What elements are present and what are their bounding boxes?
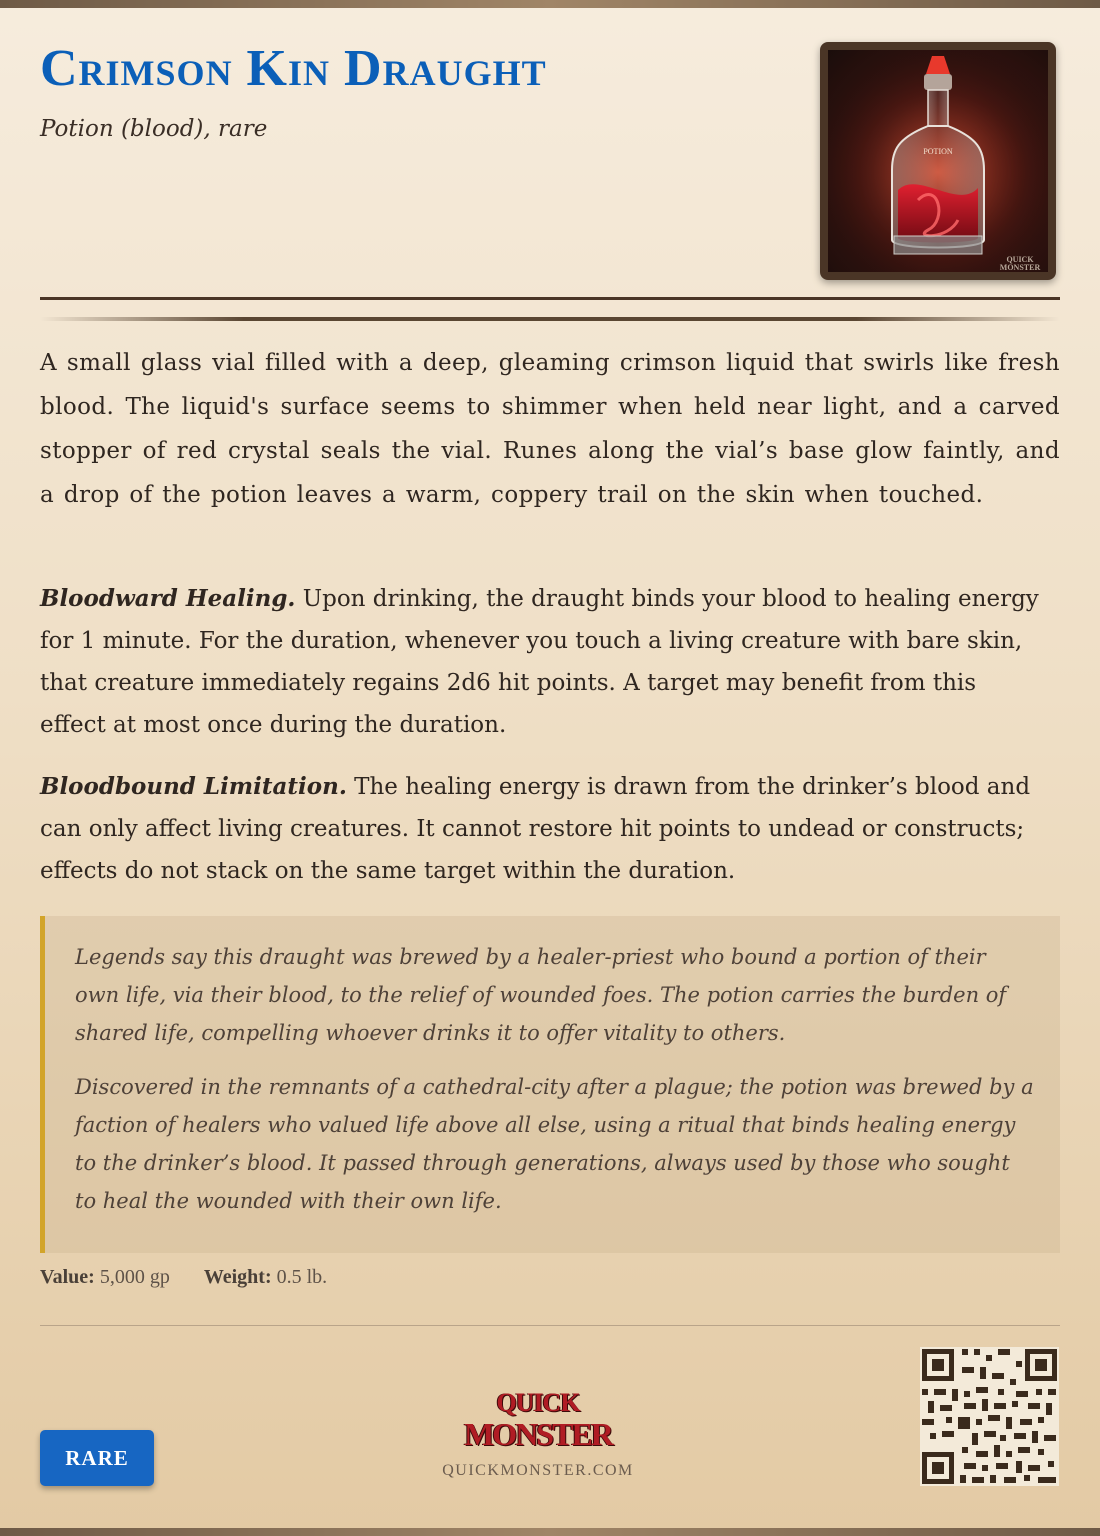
portrait-watermark-monster: MONSTER <box>999 263 1041 272</box>
ability-bloodbound-limitation <box>40 766 1040 892</box>
ability-bloodward-healing <box>40 578 1040 746</box>
header-rule-ornament <box>40 317 1060 321</box>
rarity-badge: RARE <box>40 1430 154 1486</box>
ability-text: The healing energy is drawn from the drinker’s blood and can only affect living creatures. It cannot restore hit points to undead or constructs; effects do not stack on the same target within the duration. <box>40 774 1031 884</box>
portrait-bottle-label: POTION <box>923 147 953 156</box>
lore-paragraph: Discovered in the remnants of a cathedral-city after a plague; the potion was brewed by a faction of healers who valued life above all else, using a ritual that binds healing energy to the drinker’s blood. It passed through generations, always used by those who sought to heal the wounded with their own life. <box>75 1075 1034 1213</box>
item-description <box>40 341 1060 517</box>
blood-potion-vial-image <box>820 42 1056 280</box>
logo-line-monster: MONSTER <box>464 1416 612 1452</box>
lore-paragraph: Legends say this draught was brewed by a healer-priest who bound a portion of their own life, via their blood, to the relief of wounded foes. The potion carries the burden of shared life, compelling whoever drinks it to offer vitality to others. <box>75 945 1007 1045</box>
value-label: Value: <box>40 1266 95 1288</box>
description-text: A small glass vial filled with a deep, gleaming crimson liquid that swirls like fresh blood. The liquid's surface seems to shimmer when held near light, and a carved stopper of red crystal seals the vial. Runes along the vial’s base glow faintly, and a drop of the potion leaves a warm, coppery trail on the skin when touched. <box>40 350 1060 508</box>
item-subtitle: Potion (blood), rare <box>40 116 268 142</box>
ability-name: Bloodward Healing. <box>40 585 296 612</box>
top-border <box>0 0 1100 8</box>
footer-rule <box>40 1325 1060 1326</box>
qr-code-icon[interactable] <box>920 1347 1059 1486</box>
site-url[interactable]: QUICKMONSTER.COM <box>442 1462 634 1479</box>
item-stats <box>40 1266 327 1289</box>
portrait-watermark-quick: QUICK <box>1006 255 1034 264</box>
weight-amount: 0.5 lb. <box>276 1266 328 1288</box>
ability-text: Upon drinking, the draught binds your blood to healing energy for 1 minute. For the duration, whenever you touch a living creature with bare skin, that creature immediately regains 2d6 hit points. A target may benefit from this effect at most once during the duration. <box>40 586 1039 738</box>
header-rule <box>40 297 1060 300</box>
weight-label: Weight: <box>203 1266 272 1288</box>
logo-line-quick: QUICK <box>496 1388 580 1417</box>
bottom-border <box>0 1528 1100 1536</box>
item-title: Crimson Kin Draught <box>40 40 547 97</box>
lore-box <box>40 916 1060 1253</box>
ability-name: Bloodbound Limitation. <box>40 773 347 800</box>
quickmonster-logo[interactable] <box>430 1388 646 1450</box>
value-amount: 5,000 gp <box>99 1266 170 1288</box>
